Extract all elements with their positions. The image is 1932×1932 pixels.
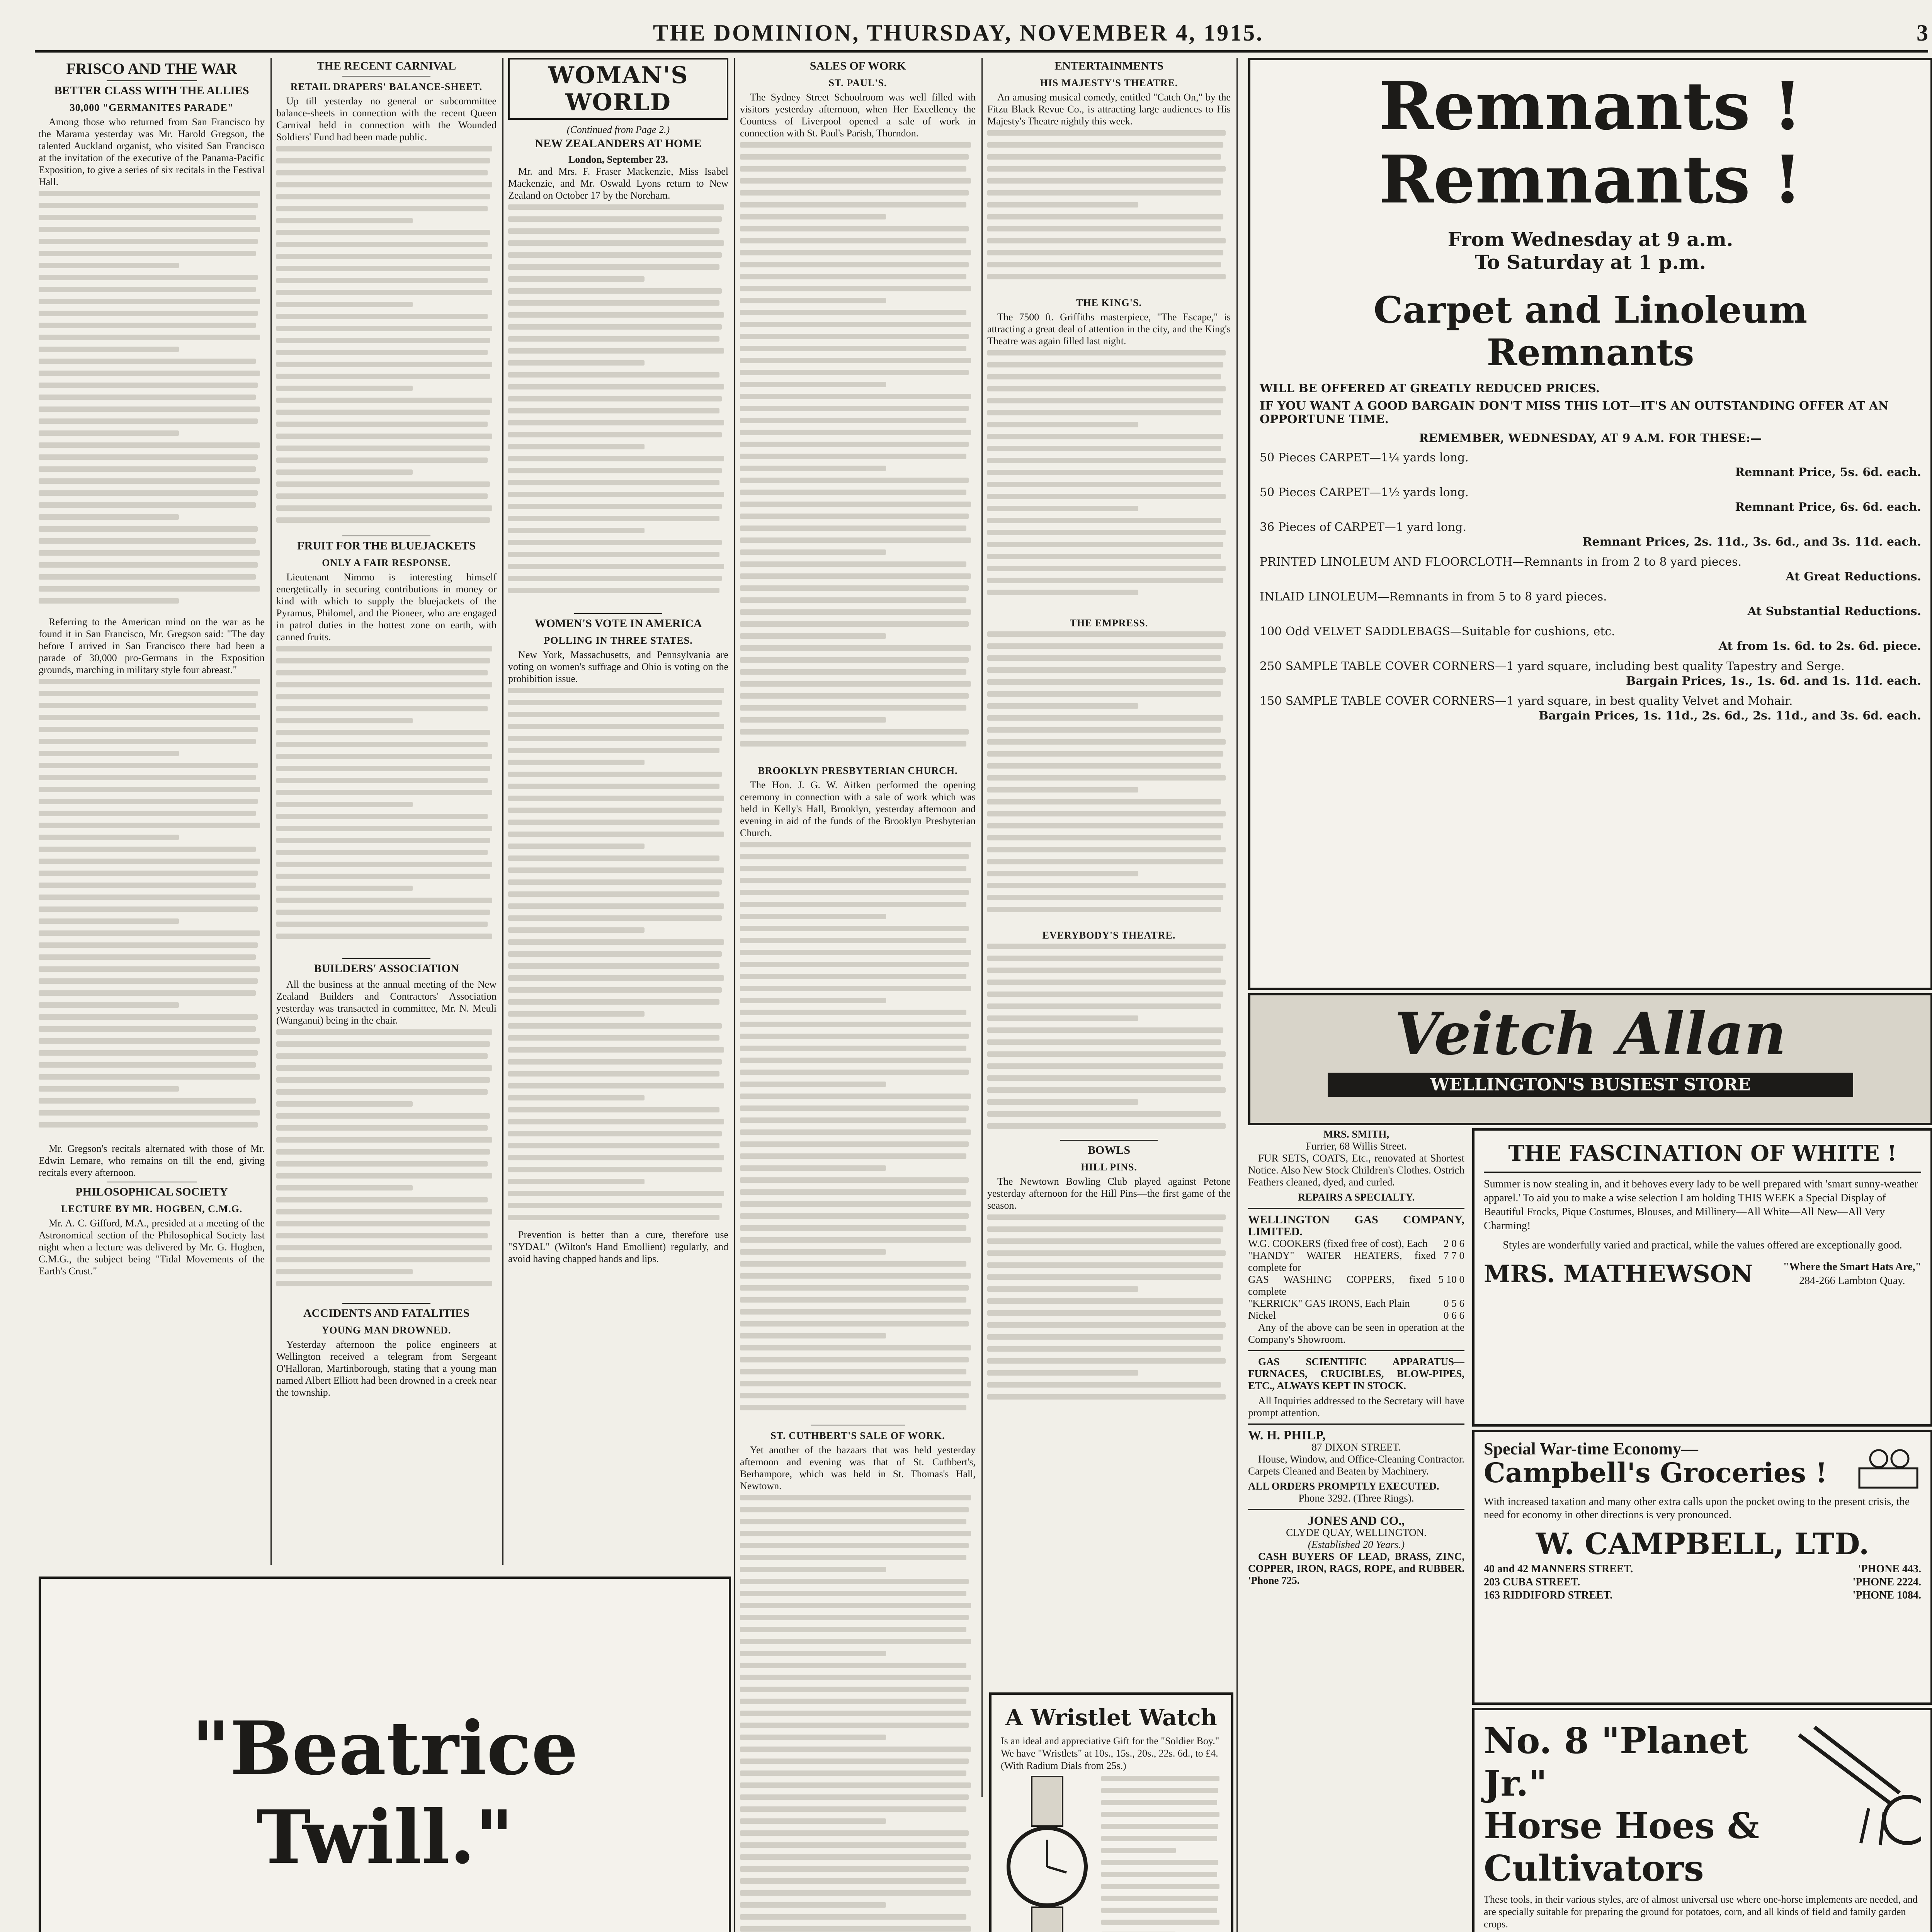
remnant-item-price: At Substantial Reductions.: [1747, 605, 1921, 618]
article-headline: SALES OF WORK: [810, 60, 906, 72]
article-headline: FRUIT FOR THE BLUEJACKETS: [297, 539, 476, 552]
text-block: [987, 350, 1231, 613]
ad-address: 284-266 Lambton Quay.: [1799, 1275, 1905, 1287]
ad-body: Is an ideal and appreciative Gift for the "Soldier Boy." We have "Wristlets" at 10s., 15s., 20s., 22s. 6d., to £4. (With Radium Dials from 25s.): [1001, 1735, 1219, 1771]
article-paragraph: The Hon. J. G. W. Aitken performed the opening ceremony in connection with a sale of work which was held in Kelly's Hall, Brooklyn, yesterday afternoon and evening in aid of the funds of the Brooklyn Presbyterian Church.: [740, 779, 976, 838]
ad-headline: No. 8 "Planet Jr.": [1484, 1720, 1748, 1804]
remnant-item: [1260, 624, 1921, 654]
ad-body: House, Window, and Office-Cleaning Contractor. Carpets Cleaned and Beaten by Machinery.: [1248, 1453, 1464, 1477]
beatrice-twill-advertisement: [39, 1577, 731, 1932]
article-paragraph: Up till yesterday no general or subcommittee balance-sheets in connection with the recent Queen Carnival held in connection with the Wounded Soldiers' Fund had been made public.: [276, 95, 497, 143]
bargain-text: IF YOU WANT A GOOD BARGAIN DON'T MISS THIS LOT—IT'S AN OUTSTANDING OFFER AT AN OPPORTUNE TIME.: [1260, 399, 1889, 426]
article-headline: FRISCO AND THE WAR: [66, 60, 237, 77]
remnant-item: [1260, 659, 1921, 689]
ad-name: W. H. PHILP,: [1248, 1428, 1326, 1442]
remnants-title: Remnants !: [1379, 141, 1802, 218]
text-block: [276, 646, 497, 955]
gas-item-text: GAS WASHING COPPERS, fixed complete: [1248, 1274, 1431, 1297]
article-paragraph: Yesterday afternoon the police engineers at Wellington received a telegram from Sergeant O'Halloran, Martinborough, stating that a young man named Albert Elliott had been drowned in a creek near the township.: [276, 1339, 497, 1398]
campbell-phone: 'PHONE 1084.: [1852, 1589, 1921, 1601]
text-block: [508, 688, 728, 1229]
masthead-title: THE DOMINION, THURSDAY, NOVEMBER 4, 1915.: [653, 20, 1264, 46]
article-paragraph: The 7500 ft. Griffiths masterpiece, "The Escape," is attracting a great deal of attention in the city, and the King's Theatre was again filled last night.: [987, 311, 1231, 347]
page-number: 3: [1917, 20, 1928, 46]
ad-name: JONES AND CO.,: [1308, 1514, 1405, 1527]
section-banner: [508, 58, 728, 120]
ad-slogan: "Where the Smart Hats Are,": [1783, 1261, 1921, 1273]
planet-jr-advertisement: [1472, 1708, 1932, 1932]
gas-price-list: [1248, 1238, 1464, 1321]
article-paragraph: Mr. A. C. Gifford, M.A., presided at a meeting of the Astronomical section of the Philosophical Society last night when a lecture was delivered by Mr. G. Hogben, C.M.G., the subject being "Tidal Movements of the Earth's Crust.": [39, 1218, 265, 1277]
article-paragraph: All the business at the annual meeting of the New Zealand Builders and Contractors' Association yesterday was transacted in committee, Mr. N. Meuli (Wanganui) being in the chair.: [276, 979, 497, 1026]
column-3: [508, 58, 728, 1565]
article-headline: NEW ZEALANDERS AT HOME: [535, 137, 702, 150]
remnant-item: [1260, 555, 1921, 584]
ad-name: W. CAMPBELL, LTD.: [1536, 1527, 1869, 1561]
article-subhead: ONLY A FAIR RESPONSE.: [322, 557, 451, 568]
article-paragraph: The Newtown Bowling Club played against Petone yesterday afternoon for the Hill Pins—the first game of the season.: [987, 1176, 1231, 1211]
ad-headline: THE FASCINATION OF WHITE !: [1508, 1141, 1897, 1166]
gas-company-title: WELLINGTON GAS COMPANY, LIMITED.: [1248, 1213, 1464, 1238]
ad-body: GAS SCIENTIFIC APPARATUS—FURNACES, CRUCIBLES, BLOW-PIPES, ETC., ALWAYS KEPT IN STOCK.: [1248, 1356, 1464, 1391]
article-subhead: ST. PAUL'S.: [828, 77, 887, 88]
remnant-item-text: 100 Odd VELVET SADDLEBAGS—Suitable for cushions, etc.: [1260, 625, 1615, 638]
small-ads-column: [1248, 1128, 1464, 1932]
ad-body: CASH BUYERS OF LEAD, BRASS, ZINC, COPPER, IRON, RAGS, ROPE, and RUBBER. 'Phone 725.: [1248, 1551, 1464, 1586]
article-subhead: THE EMPRESS.: [1070, 617, 1148, 629]
text-block: [740, 142, 976, 760]
sale-dates: From Wednesday at 9 a.m.: [1447, 228, 1733, 251]
column-2: [276, 58, 497, 1565]
article-headline: BUILDERS' ASSOCIATION: [314, 962, 459, 975]
remnant-item-text: 50 Pieces CARPET—1¼ yards long.: [1260, 451, 1469, 464]
ad-name: MRS. SMITH,: [1323, 1128, 1389, 1140]
remnant-item-price: Remnant Price, 5s. 6d. each.: [1735, 466, 1921, 479]
remnant-item-price: Remnant Prices, 2s. 11d., 3s. 6d., and 3s. 11d. each.: [1582, 535, 1921, 549]
article-subhead: POLLING IN THREE STATES.: [544, 635, 693, 646]
gas-item-price: 0 6 6: [1444, 1310, 1464, 1321]
column-rule: [502, 58, 503, 1565]
article-paragraph: New York, Massachusetts, and Pennsylvania are voting on women's suffrage and Ohio is voting on the prohibition issue.: [508, 649, 728, 684]
article-paragraph: Among those who returned from San Francisco by the Marama yesterday was Mr. Harold Gregson, the talented Auckland organist, who visited San Francisco at the invitation of the executive of the Panama-Pacific Exposition, to give a series of six recitals in the Festival Hall.: [39, 116, 265, 187]
article-paragraph: Prevention is better than a cure, therefore use "SYDAL" (Wilton's Hand Emollient) regularly, and avoid having chapped hands and lips.: [508, 1229, 728, 1264]
text-block: [276, 146, 497, 532]
remnant-item-price: Remnant Price, 6s. 6d. each.: [1735, 500, 1921, 514]
campbell-phone: 'PHONE 2224.: [1852, 1576, 1921, 1588]
ad-address: CLYDE QUAY, WELLINGTON.: [1286, 1527, 1427, 1538]
text-block: [987, 631, 1231, 925]
gas-item-price: 2 0 6: [1444, 1238, 1464, 1249]
column-rule: [1236, 58, 1238, 1932]
remnant-item-price: Bargain Prices, 1s., 1s. 6d. and 1s. 11d. each.: [1626, 674, 1921, 688]
article-subhead: THE KING'S.: [1076, 297, 1142, 308]
ad-headline: Remnants: [1486, 331, 1694, 374]
campbell-address-row: [1484, 1563, 1921, 1576]
continuation-note: (Continued from Page 2.): [566, 124, 670, 135]
store-slogan: WELLINGTON'S BUSIEST STORE: [1328, 1073, 1853, 1097]
article-subhead: YOUNG MAN DROWNED.: [321, 1325, 451, 1336]
ad-headline: Carpet and Linoleum: [1373, 289, 1808, 332]
remnant-item-text: 50 Pieces CARPET—1½ yards long.: [1260, 486, 1469, 499]
ad-trade: Furrier, 68 Willis Street.: [1305, 1140, 1407, 1152]
gas-price-row: [1248, 1310, 1464, 1321]
article-paragraph: Mr. and Mrs. F. Fraser Mackenzie, Miss Isabel Mackenzie, and Mr. Oswald Lyons return to New Zealand on October 17 by the Noreham.: [508, 166, 728, 201]
masthead: [35, 15, 1928, 53]
remnant-item-text: 150 SAMPLE TABLE COVER CORNERS—1 yard square, in best quality Velvet and Mohair.: [1260, 694, 1793, 708]
gas-price-row: [1248, 1274, 1464, 1298]
gas-item-price: 7 7 0: [1444, 1250, 1464, 1261]
remember-text: REMEMBER, WEDNESDAY, AT 9 A.M. FOR THESE:—: [1419, 432, 1762, 445]
article-headline: WOMEN'S VOTE IN AMERICA: [534, 617, 702, 630]
mathewson-advertisement: [1472, 1128, 1932, 1427]
ad-kicker: Special War-time Economy—: [1484, 1439, 1698, 1458]
grocer-illustration-icon: [1855, 1441, 1921, 1492]
article-headline: PHILOSOPHICAL SOCIETY: [75, 1185, 228, 1198]
text-block: [740, 1495, 976, 1932]
watch-illustration-icon: [1001, 1776, 1094, 1932]
ad-address: 87 DIXON STREET.: [1311, 1441, 1401, 1453]
text-block: [987, 944, 1231, 1137]
sale-dates: To Saturday at 1 p.m.: [1475, 251, 1706, 274]
ad-body: These tools, in their various styles, are of almost universal use where one-horse implements are needed, and are specially suitable for preparing the ground for potatoes, corn, and all kinds of field and family garden crops.: [1484, 1894, 1918, 1930]
gas-price-row: [1248, 1250, 1464, 1274]
article-headline: THE RECENT CARNIVAL: [316, 60, 456, 72]
womans-world-title: WOMAN'S WORLD: [548, 62, 689, 116]
article-subhead: RETAIL DRAPERS' BALANCE-SHEET.: [290, 81, 483, 92]
remnant-item: [1260, 451, 1921, 480]
article-paragraph: Referring to the American mind on the war as he found it in San Francisco, Mr. Gregson said: "The day before I arrived in San Francisco there had been a parade of 30,000 pro-Germans in the Exposition grounds, marching in military style four abreast.": [39, 616, 265, 675]
gas-price-row: [1248, 1298, 1464, 1310]
text-block: [39, 191, 265, 616]
remnant-item: [1260, 694, 1921, 723]
article-paragraph: Mr. Gregson's recitals alternated with those of Mr. Edwin Lemare, who remains on till the end, giving recitals every afternoon.: [39, 1143, 265, 1178]
text-block: [1101, 1776, 1222, 1932]
campbell-phone: 'PHONE 443.: [1858, 1563, 1921, 1575]
remnant-item-price: At Great Reductions.: [1786, 570, 1921, 583]
ad-phone: Phone 3292. (Three Rings).: [1298, 1492, 1414, 1504]
remnants-title: Remnants !: [1379, 68, 1802, 145]
text-block: [987, 130, 1231, 293]
remnant-item-text: INLAID LINOLEUM—Remnants in from 5 to 8 yard pieces.: [1260, 590, 1607, 604]
article-paragraph: An amusing musical comedy, entitled "Catch On," by the Fitzu Black Revue Co., is attracting large audiences to His Majesty's Theatre nightly this week.: [987, 92, 1231, 127]
article-subhead: BETTER CLASS WITH THE ALLIES: [54, 84, 249, 97]
remnant-item: [1260, 590, 1921, 619]
gas-item-text: "HANDY" WATER HEATERS, fixed complete for: [1248, 1250, 1436, 1273]
article-paragraph: Yet another of the bazaars that was held yesterday afternoon and evening was that of St. Cuthbert's, Berhampore, which was held in St. Thomas's Hall, Newtown.: [740, 1444, 976, 1492]
gas-item-text: Nickel: [1248, 1310, 1276, 1321]
ad-headline: A Wristlet Watch: [1005, 1704, 1217, 1731]
column-4: [740, 58, 976, 1932]
gas-item-price: 0 5 6: [1444, 1298, 1464, 1309]
article-subhead: ST. CUTHBERT'S SALE OF WORK.: [770, 1430, 945, 1441]
text-block: [508, 204, 728, 610]
remnant-item-text: PRINTED LINOLEUM AND FLOORCLOTH—Remnants in from 2 to 8 yard pieces.: [1260, 555, 1742, 569]
campbell-advertisement: [1472, 1430, 1932, 1705]
article-headline: BOWLS: [1087, 1144, 1131, 1156]
article-paragraph: Lieutenant Nimmo is interesting himself energetically in securing contributions in money or kind with which to supply the bluejackets of the Pyramus, Philomel, and the Pioneer, who are engaged in patrol duties in the hottest zone on earth, with canned fruits.: [276, 571, 497, 643]
article-subhead: LECTURE BY MR. HOGBEN, C.M.G.: [61, 1203, 243, 1214]
store-logo: Veitch Allan: [1395, 1000, 1786, 1068]
remnant-item: [1260, 485, 1921, 515]
offer-text: WILL BE OFFERED AT GREATLY REDUCED PRICES.: [1260, 382, 1600, 395]
article-subhead: BROOKLYN PRESBYTERIAN CHURCH.: [758, 765, 958, 776]
campbell-address-row: [1484, 1589, 1921, 1602]
gas-price-row: [1248, 1238, 1464, 1250]
gas-item-text: "KERRICK" GAS IRONS, Each Plain: [1248, 1298, 1410, 1309]
text-block: [276, 1029, 497, 1300]
ad-headline: Horse Hoes &: [1484, 1805, 1759, 1847]
remnants-advertisement: [1248, 58, 1932, 990]
ad-name: MRS. MATHEWSON: [1484, 1260, 1753, 1288]
article-headline: ENTERTAINMENTS: [1054, 60, 1163, 72]
dateline: London, September 23.: [568, 154, 668, 165]
remnant-item-price: At from 1s. 6d. to 2s. 6d. piece.: [1718, 639, 1921, 653]
remnant-items-list: [1260, 451, 1921, 723]
text-block: [987, 1214, 1231, 1415]
article-subhead: HILL PINS.: [1081, 1162, 1137, 1173]
wristlet-watch-advertisement: [989, 1692, 1233, 1932]
remnant-item-text: 36 Pieces of CARPET—1 yard long.: [1260, 520, 1466, 534]
remnant-item-price: Bargain Prices, 1s. 11d., 2s. 6d., 2s. 11d., and 3s. 6d. each.: [1539, 709, 1921, 723]
cultivator-illustration-icon: [1791, 1719, 1921, 1851]
campbell-street: 203 CUBA STREET.: [1484, 1576, 1580, 1588]
ad-headline: "Beatrice Twill.": [191, 1705, 578, 1880]
article-subhead: 30,000 "GERMANITES PARADE": [70, 102, 234, 113]
campbell-street: 40 and 42 MANNERS STREET.: [1484, 1563, 1633, 1575]
article-paragraph: The Sydney Street Schoolroom was well filled with visitors yesterday afternoon, when Her Excellency the Countess of Liverpool opened a sale of work in connection with St. Paul's Parish, Thorndon.: [740, 92, 976, 139]
ad-body: FUR SETS, COATS, Etc., renovated at Shortest Notice. Also New Stock Children's Clothes. Ostrich Feathers cleaned, dyed, and curled.: [1248, 1152, 1464, 1188]
ad-note: ALL ORDERS PROMPTLY EXECUTED.: [1248, 1480, 1439, 1492]
gas-item-price: 5 10 0: [1438, 1274, 1464, 1285]
text-block: [740, 842, 976, 1422]
column-5: [987, 58, 1231, 1735]
remnant-item-text: 250 SAMPLE TABLE COVER CORNERS—1 yard square, including best quality Tapestry and Serge.: [1260, 660, 1845, 673]
campbell-addresses: [1484, 1563, 1921, 1602]
column-rule: [270, 58, 272, 1565]
ad-body: Styles are wonderfully varied and practical, while the values offered are exceptionally good.: [1503, 1239, 1902, 1251]
article-headline: ACCIDENTS AND FATALITIES: [303, 1307, 470, 1320]
column-1: [39, 58, 265, 1565]
column-rule: [734, 58, 735, 1932]
article-subhead: HIS MAJESTY'S THEATRE.: [1040, 77, 1178, 88]
column-rule: [981, 58, 983, 1797]
ad-headline: Cultivators: [1484, 1847, 1704, 1889]
gas-item-text: W.G. COOKERS (fixed free of cost), Each: [1248, 1238, 1428, 1249]
campbell-street: 163 RIDDIFORD STREET.: [1484, 1589, 1613, 1601]
campbell-address-row: [1484, 1576, 1921, 1589]
ad-body: Summer is now stealing in, and it behoves every lady to be well prepared with 'smart sunny-weather apparel.' To aid you to make a wise selection I am holding THIS WEEK a Special Display of Beautiful Frocks, Pique Costumes, Blouses, and Millinery—All White—All New—All Very Charming!: [1484, 1178, 1918, 1232]
ad-note: (Established 20 Years.): [1308, 1539, 1405, 1550]
veitch-allan-banner: [1248, 993, 1932, 1125]
ad-note: REPAIRS A SPECIALTY.: [1298, 1191, 1415, 1203]
remnant-item: [1260, 520, 1921, 549]
ad-body: All Inquiries addressed to the Secretary will have prompt attention.: [1248, 1395, 1464, 1418]
ad-headline: Campbell's Groceries !: [1484, 1457, 1827, 1489]
ad-body: With increased taxation and many other extra calls upon the pocket owing to the present crisis, the need for economy in other directions is very pronounced.: [1484, 1496, 1910, 1521]
article-subhead: EVERYBODY'S THEATRE.: [1042, 930, 1176, 941]
text-block: [39, 679, 265, 1143]
ad-note: Any of the above can be seen in operation at the Company's Showroom.: [1248, 1321, 1464, 1345]
